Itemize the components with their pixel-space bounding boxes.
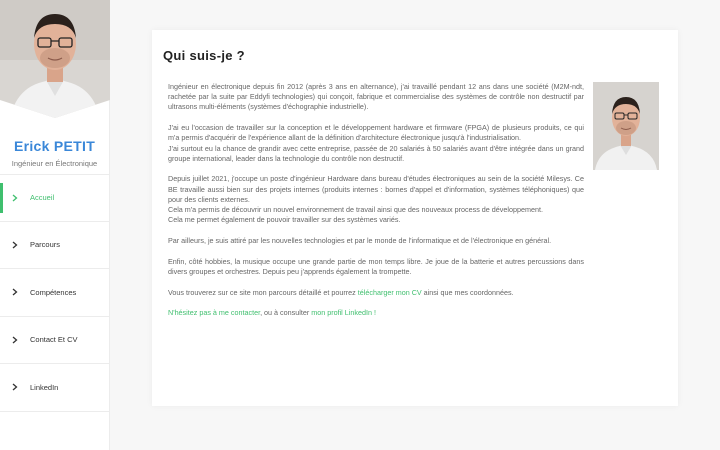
text-segment: ainsi que mes coordonnées. bbox=[421, 287, 514, 297]
chevron-right-icon bbox=[12, 336, 22, 344]
nav-item-parcours[interactable] bbox=[0, 222, 110, 270]
avatar bbox=[0, 0, 110, 118]
portrait-image bbox=[593, 82, 659, 170]
profile-photo bbox=[0, 0, 110, 118]
chevron-right-icon bbox=[12, 194, 22, 202]
paragraph: Ingénieur en électronique depuis fin 2012 (après 3 ans en alternance), j'ai travaillé pendant 12 ans dans une société (M2M-ndt, rachetée par la suite par Eddyfi technologies) qui conçoit, fabrique et commercialise des systèmes de contrôle non destructif par ultrasons multi-éléments (systèmes d'échographie industrielle). bbox=[168, 82, 584, 112]
paragraph bbox=[168, 288, 584, 298]
about-text bbox=[168, 82, 584, 329]
nav-item-label: Contact Et CV bbox=[30, 335, 78, 345]
chevron-right-icon bbox=[12, 383, 22, 391]
portrait-photo bbox=[593, 82, 659, 170]
paragraph-line: J'ai surtout eu la chance de grandir avec cette entreprise, passée de 20 salariés à 50 salariés avant d'être intégrée dans un grand groupe international, leader dans la technologie du contrôle non destructif. bbox=[168, 143, 584, 163]
nav-item-linkedin[interactable] bbox=[0, 364, 110, 412]
text-segment: , ou à consulter bbox=[260, 308, 312, 318]
nav-item-label: Compétences bbox=[30, 287, 77, 297]
paragraph-line: Cela me permet également de pouvoir travailler sur des systèmes variés. bbox=[168, 215, 401, 225]
paragraph: Enfin, côté hobbies, la musique occupe une grande partie de mon temps libre. Je joue de la batterie et autres percussions dans divers groupes et orchestres. Depuis peu j'apprends également la trompette. bbox=[168, 256, 584, 276]
paragraph: Par ailleurs, je suis attiré par les nouvelles technologies et par le monde de l'informatique et de l'électronique en général. bbox=[168, 235, 552, 245]
paragraph-line: J'ai eu l'occasion de travailler sur la conception et le développement hardware et firmware (FPGA) de plusieurs produits, ce qui m'a permis d'acquérir de l'expérience allant de la définition d'architecture électronique jusqu'à l'industrialisation. bbox=[168, 123, 584, 143]
paragraph bbox=[168, 174, 584, 225]
contact-link[interactable]: N'hésitez pas à me contacter bbox=[168, 308, 261, 318]
nav-item-label: Accueil bbox=[30, 193, 55, 203]
chevron-right-icon bbox=[12, 288, 22, 296]
paragraph-line: Depuis juillet 2021, j'occupe un poste d'ingénieur Hardware dans bureau d'études électroniques au sein de la société Milesys. Ce BE travaille aussi bien sur des projets internes (produits internes : bornes d'appel et d'information, systèmes téléphoniques) que pour des clients externes. bbox=[168, 174, 584, 204]
download-cv-link[interactable]: télécharger mon CV bbox=[357, 287, 422, 297]
linkedin-profile-link[interactable]: mon profil LinkedIn ! bbox=[311, 308, 376, 318]
nav-item-label: Parcours bbox=[30, 240, 61, 250]
nav-item-contact-cv[interactable] bbox=[0, 317, 110, 365]
profile-name: Erick PETIT bbox=[13, 138, 96, 154]
sidebar bbox=[0, 0, 110, 450]
nav-item-label: LinkedIn bbox=[30, 382, 59, 392]
nav-item-accueil[interactable] bbox=[0, 174, 110, 222]
main-nav bbox=[0, 174, 110, 412]
text-segment: Vous trouverez sur ce site mon parcours détaillé et pourrez bbox=[168, 287, 358, 297]
about-card bbox=[152, 30, 678, 406]
paragraph bbox=[168, 308, 584, 318]
page-title: Qui suis-je ? bbox=[163, 48, 245, 63]
paragraph bbox=[168, 123, 584, 164]
paragraph-line: Cela m'a permis de découvrir un nouvel environnement de travail ainsi que des nouveaux process de développement. bbox=[168, 205, 543, 215]
nav-item-competences[interactable] bbox=[0, 269, 110, 317]
chevron-right-icon bbox=[12, 241, 22, 249]
profile-title: Ingénieur en Électronique bbox=[11, 159, 98, 168]
